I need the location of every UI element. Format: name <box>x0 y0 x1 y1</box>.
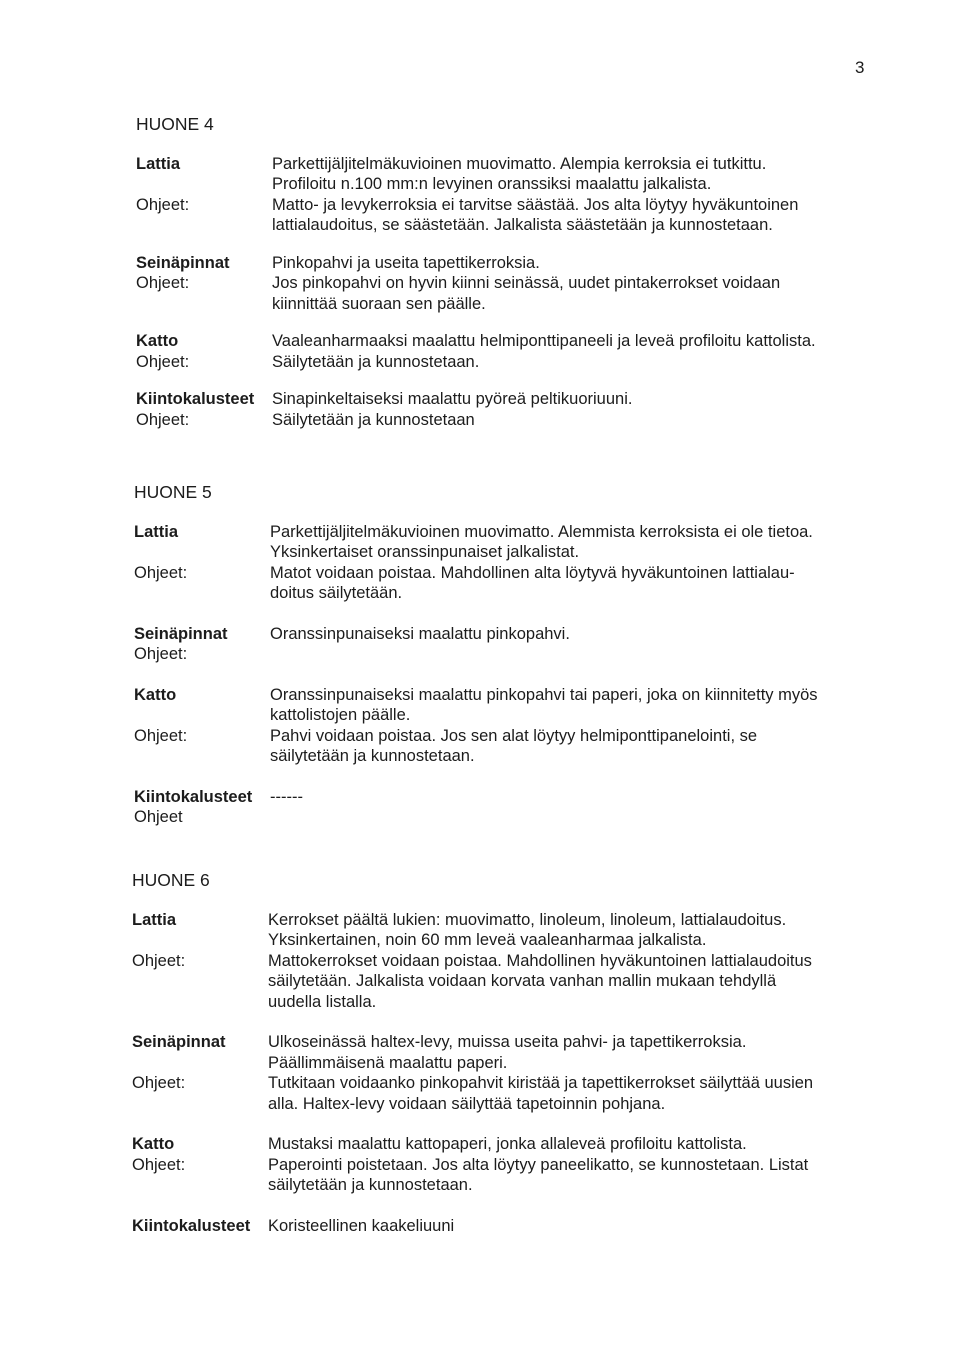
ceiling-description: Vaaleanharmaaksi maalattu helmiponttipaneeli ja leveä profiloitu kattolista. <box>272 332 816 350</box>
ceiling-description: Mustaksi maalattu kattopaperi, jonka allaleveä profiloitu kattolista. <box>268 1135 747 1153</box>
floor-instructions-label: Ohjeet: <box>132 951 186 970</box>
floor-description-2: Profiloitu n.100 mm:n levyinen oranssiksi maalattu jalkalista. <box>272 175 712 193</box>
walls-instructions-2: kiinnittää suoraan sen päälle. <box>272 294 486 313</box>
floor-label: Lattia <box>132 910 177 929</box>
fixtures-label: Kiintokalusteet <box>136 390 255 408</box>
floor-section <box>134 522 894 604</box>
ceiling-instructions-2: säilytetään ja kunnostetaan. <box>268 1176 473 1194</box>
room-4 <box>136 114 896 430</box>
floor-description-2: Yksinkertaiset oranssinpunaiset jalkalistat. <box>270 543 580 561</box>
walls-description: Oranssinpunaiseksi maalattu pinkopahvi. <box>270 624 570 643</box>
floor-section <box>136 154 896 236</box>
ceiling-instructions-label: Ohjeet: <box>132 1155 186 1174</box>
fixtures-instructions-label: Ohjeet: <box>136 410 190 429</box>
fixtures-instructions: Säilytetään ja kunnostetaan <box>272 410 475 429</box>
ceiling-instructions-label: Ohjeet: <box>134 726 188 745</box>
floor-instructions: Matto- ja levykerroksia ei tarvitse säästää. Jos alta löytyy hyväkuntoinen <box>272 195 799 214</box>
fixtures-section <box>132 1216 892 1237</box>
floor-label: Lattia <box>136 154 181 173</box>
ceiling-description-2: kattolistojen päälle. <box>270 706 411 724</box>
ceiling-section <box>132 1134 892 1196</box>
ceiling-label: Katto <box>132 1135 175 1153</box>
walls-label: Seinäpinnat <box>132 1033 226 1051</box>
floor-description-2: Yksinkertainen, noin 60 mm leveä vaaleanharmaa jalkalista. <box>268 931 707 949</box>
ceiling-section <box>134 685 894 767</box>
floor-description: Kerrokset päältä lukien: muovimatto, linoleum, linoleum, lattialaudoitus. <box>268 910 787 929</box>
fixtures-section <box>134 787 894 828</box>
walls-instructions-label: Ohjeet: <box>136 274 190 292</box>
walls-section <box>132 1032 892 1114</box>
floor-description: Parkettijäljitelmäkuvioinen muovimatto. Alempia kerroksia ei tutkittu. <box>272 154 767 173</box>
floor-instructions-3: uudella listalla. <box>268 992 377 1011</box>
walls-instructions-label: Ohjeet: <box>132 1074 186 1092</box>
fixtures-description: Sinapinkeltaiseksi maalattu pyöreä peltikuoriuuni. <box>272 390 633 408</box>
walls-section <box>134 624 894 665</box>
ceiling-description: Oranssinpunaiseksi maalattu pinkopahvi tai paperi, joka on kiinnitetty myös <box>270 685 818 704</box>
floor-instructions-2: doitus säilytetään. <box>270 584 403 602</box>
walls-instructions: Tutkitaan voidaanko pinkopahvit kiristää ja tapettikerrokset säilyttää uusien <box>268 1074 814 1092</box>
ceiling-instructions-2: säilytetään ja kunnostetaan. <box>270 747 475 765</box>
floor-section <box>132 910 892 1013</box>
fixtures-description: ------ <box>270 787 303 806</box>
floor-instructions: Matot voidaan poistaa. Mahdollinen alta löytyvä hyväkuntoinen lattialau- <box>270 563 795 582</box>
floor-instructions-label: Ohjeet: <box>134 563 188 582</box>
ceiling-label: Katto <box>134 685 177 704</box>
fixtures-section <box>136 389 896 430</box>
floor-instructions: Mattokerrokset voidaan poistaa. Mahdollinen hyväkuntoinen lattialaudoitus <box>268 951 812 970</box>
room-title: HUONE 5 <box>134 482 212 502</box>
fixtures-description: Koristeellinen kaakeliuuni <box>268 1216 455 1235</box>
walls-description: Pinkopahvi ja useita tapettikerroksia. <box>272 253 540 272</box>
floor-label: Lattia <box>134 522 179 541</box>
walls-instructions-2: alla. Haltex-levy voidaan säilyttää tapetoinnin pohjana. <box>268 1094 666 1113</box>
fixtures-label: Kiintokalusteet <box>132 1216 251 1235</box>
walls-label: Seinäpinnat <box>136 253 230 272</box>
ceiling-section <box>136 331 896 372</box>
ceiling-instructions: Säilytetään ja kunnostetaan. <box>272 352 480 371</box>
floor-instructions-2: säilytetään. Jalkalista voidaan korvata vanhan mallin mukaan tehdyllä <box>268 972 777 990</box>
walls-instructions: Jos pinkopahvi on hyvin kiinni seinässä, uudet pintakerrokset voidaan <box>272 274 781 292</box>
ceiling-label: Katto <box>136 332 179 350</box>
ceiling-instructions: Paperointi poistetaan. Jos alta löytyy paneelikatto, se kunnostetaan. Listat <box>268 1155 809 1174</box>
floor-description: Parkettijäljitelmäkuvioinen muovimatto. Alemmista kerroksista ei ole tietoa. <box>270 522 813 541</box>
floor-instructions-label: Ohjeet: <box>136 195 190 214</box>
ceiling-instructions: Pahvi voidaan poistaa. Jos sen alat löytyy helmiponttipanelointi, se <box>270 726 758 745</box>
floor-instructions-2: lattialaudoitus, se säästetään. Jalkalista säästetään ja kunnostetaan. <box>272 216 773 234</box>
walls-instructions-label: Ohjeet: <box>134 645 188 663</box>
room-5 <box>134 482 894 828</box>
walls-description-2: Päällimmäisenä maalattu paperi. <box>268 1053 508 1072</box>
room-title: HUONE 6 <box>132 870 210 890</box>
room-6 <box>132 870 892 1236</box>
ceiling-instructions-label: Ohjeet: <box>136 352 190 371</box>
fixtures-label: Kiintokalusteet <box>134 787 253 806</box>
walls-section <box>136 253 896 315</box>
page-number: 3 <box>855 58 865 77</box>
room-title: HUONE 4 <box>136 114 214 134</box>
fixtures-instructions-label: Ohjeet <box>134 808 183 826</box>
walls-label: Seinäpinnat <box>134 624 228 643</box>
walls-description: Ulkoseinässä haltex-levy, muissa useita pahvi- ja tapettikerroksia. <box>268 1033 747 1051</box>
